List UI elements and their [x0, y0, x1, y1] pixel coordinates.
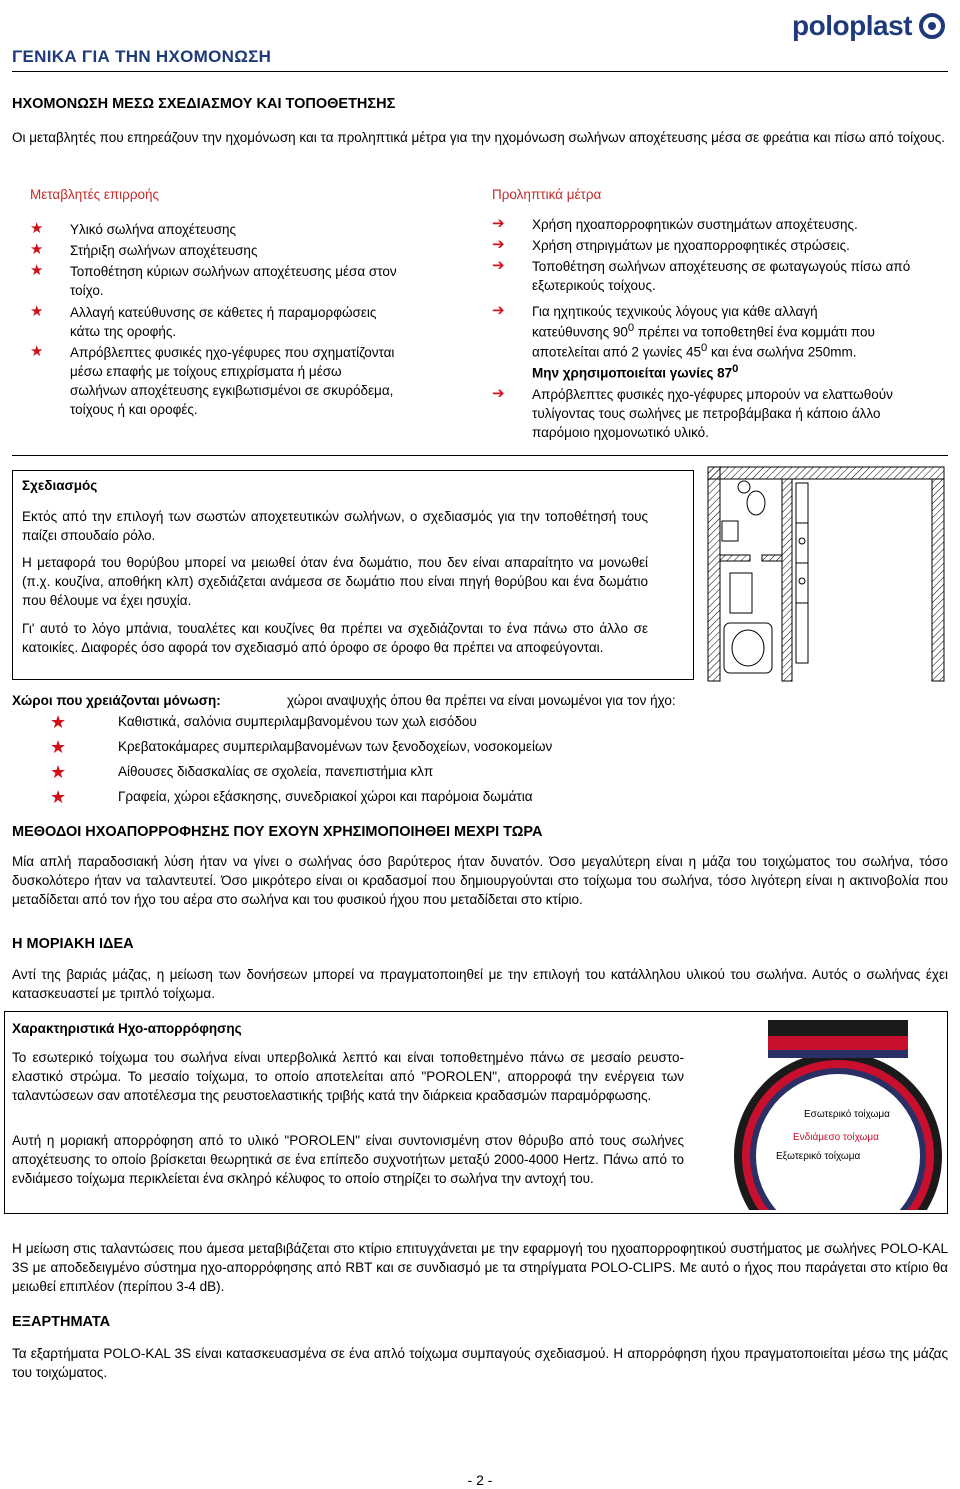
list-item: ➔ Απρόβλεπτες φυσικές ηχο-γέφυρες μπορούν να ελαττωθούν τυλίγοντας τους σωλήνες με πετροβάμβακα ή κάποιο άλλο παρόμοιο ηχομονωτικό υλικό. — [492, 384, 893, 441]
arrow-bullet-icon: ➔ — [492, 301, 505, 319]
section-divider — [12, 455, 948, 456]
star-bullet-icon: ★ — [30, 220, 44, 237]
reduction-text: Η μείωση στις ταλαντώσεις που άμεσα μεταβιβάζεται στο κτίριο επιτυγχάνεται με την εφαρμογή του ηχοαπορροφητικού συστήματος με σωλήνες POLO-KAL 3S με αποδεδειγμένο σύστημα ηχο-απορρόφησης από RBT και σε συνδιασμό με τα στηρίγματα POLO-CLIPS. Με αυτό ο ήχος που παράγεται στο κτίριο θα μειωθεί επιπλέον (περίπου 3-4 dB). — [12, 1241, 948, 1295]
list-item: ★ Αλλαγή κατεύθυνσης σε κάθετες ή παραμορφώσεις κάτω της οροφής. — [30, 302, 377, 339]
star-bullet-icon: ★ — [30, 302, 44, 320]
planning-title: Σχεδιασμός — [22, 478, 98, 493]
fittings-text: Τα εξαρτήματα POLO-KAL 3S είναι κατασκευασμένα σε ένα απλό τοίχωμα συμπαγούς σχεδιασμού. Η απορρόφηση ήχου πραγματοποιείται μέσω της μάζας του τοιχώματος. — [12, 1346, 948, 1381]
list-item: ➔ Χρήση στηριγμάτων με ηχοαπορροφητικές στρώσεις. — [492, 236, 850, 254]
warning-87-degrees: Μην χρησιμοποιείται γωνίες $87^0$ — [532, 363, 739, 381]
arrow-bullet-icon: ➔ — [492, 384, 505, 402]
variables-list — [30, 220, 400, 422]
list-item: ★ Γραφεία, χώροι εξάσκησης, συνεδριακοί χώροι και παρόμοια δωμάτια — [50, 787, 533, 808]
list-item: ➔ Χρήση ηχοαπορροφητικών συστημάτων αποχέτευσης. — [492, 215, 858, 232]
characteristics-paragraph-1: Το εσωτερικό τοίχωμα του σωλήνα είναι υπερβολικά λεπτό και είναι τοποθετημένο πάνω σε μεσαίο ρευστο-ελαστικό στρώμα. Το μεσαίο τοίχωμα, το οποίο αποτελείται από "POROLEN", απορροφά την ενέργεια των ταλαντώσεων σαν αποτέλεσμα της ρευστοελαστικής τριβής κατά την διάρκεια κραδασμών παραμόρφωσης. — [12, 1050, 684, 1104]
rooms-description: χώροι αναψυχής όπου θα πρέπει να είναι μονωμένοι για τον ήχο: — [287, 693, 676, 708]
star-bullet-icon: ★ — [50, 762, 67, 783]
characteristics-paragraph-2: Αυτή η μοριακή απορρόφηση από το υλικό "POROLEN" είναι συντονισμένη στον θόρυβο από τους σωλήνες αποχέτευσης το οποίο βρίσκεται θεωρητικά σε ένα επίπεδο συχνοτήτων μεταξύ 2000-4000 Hertz. Πάνω από το ενδιάμεσο τοίχωμα περικλείεται ένα σκληρό κέλυφος το οποίο στηρίζει το σωλήνα την αντοχή του. — [12, 1133, 684, 1187]
arrow-bullet-icon: ➔ — [492, 215, 505, 232]
label-middle-wall: Ενδιάμεσο τοίχωμα — [793, 1132, 879, 1143]
list-item: ★ Απρόβλεπτες φυσικές ηχο-γέφυρες που σχηματίζονται μέσω επαφής με τοίχους επιχρίσματα ή μέσω σωλήνων αποχέτευσης εγκιβωτισμένοι σε σκυρόδεμα, τοίχους ή και οροφές. — [30, 342, 395, 418]
characteristics-title: Χαρακτηριστικά Ηχο-απορρόφησης — [12, 1021, 242, 1036]
list-item: ★ Καθιστικά, σαλόνια συμπεριλαμβανομένου των χωλ εισόδου — [50, 712, 477, 732]
arrow-bullet-icon: ➔ — [492, 257, 505, 275]
design-heading: ΗΧΟΜΟΝΩΣΗ ΜΕΣΩ ΣΧΕΔΙΑΣΜΟΥ ΚΑΙ ΤΟΠΟΘΕΤΗΣΗΣ — [12, 96, 396, 112]
floor-plan-illustration — [704, 463, 948, 685]
list-item: ★ Υλικό σωλήνα αποχέτευσης — [30, 220, 237, 237]
planning-paragraph-3: Γι' αυτό το λόγο μπάνια, τουαλέτες και κουζίνες θα πρέπει να σχεδιάζονται το ένα πάνω στο άλλο σε κατοικίες. Διαφορές όσο αφορά τον σχεδιασμό από όροφο σε όροφο θα πρέπει να αποφεύγονται. — [22, 621, 648, 656]
molecular-heading: Η ΜΟΡΙΑΚΗ ΙΔΕΑ — [12, 936, 134, 952]
measures-list — [492, 215, 940, 444]
list-item: ★ Κρεβατοκάμαρες συμπεριλαμβανομένων των ξενοδοχείων, νοσοκομείων — [50, 737, 553, 758]
molecular-text: Αντί της βαριάς μάζας, η μείωση των δονήσεων μπορεί να πραγματοποιηθεί με την επιλογή του κατάλληλου υλικού του σωλήνα. Αυτός ο σωλήνας έχει κατασκευαστεί με τριπλό τοίχωμα. — [12, 967, 948, 1002]
brand-logo — [792, 6, 946, 46]
list-item: ➔ Τοποθέτηση σωλήνων αποχέτευσης σε φωταγωγούς πίσω από εξωτερικούς τοίχους. — [492, 257, 911, 294]
star-bullet-icon: ★ — [50, 737, 67, 758]
methods-heading: ΜΕΘΟΔΟΙ ΗΧΟΑΠΟΡΡΟΦΗΣΗΣ ΠΟΥ ΕΧΟΥΝ ΧΡΗΣΙΜΟΠΟΙΗΘΕΙ ΜΕΧΡΙ ΤΩΡΑ — [12, 824, 543, 840]
list-item: ★ Αίθουσες διδασκαλίας σε σχολεία, πανεπιστήμια κλπ — [50, 762, 434, 783]
star-bullet-icon: ★ — [30, 342, 44, 360]
planning-paragraph-2: Η μεταφορά του θορύβου μπορεί να μειωθεί όταν ένα δωμάτιο, που δεν είναι απαραίτητο να μονωθεί (π.χ. κουζίνα, αποθήκη κλπ) σχεδιάζεται ανάμεσα σε δωμάτιο που είναι πηγή θορύβου και ένα δωμάτιο που θέλουμε να έχει ησυχία. — [22, 555, 648, 609]
fittings-heading: ΕΞΑΡΤΗΜΑΤΑ — [12, 1314, 111, 1330]
rooms-list — [50, 712, 750, 813]
measures-title: Προληπτικά μέτρα — [492, 187, 602, 202]
brand-ring-icon — [918, 12, 946, 40]
list-item: ★ Στήριξη σωλήνων αποχέτευσης — [30, 241, 258, 259]
star-bullet-icon: ★ — [30, 262, 44, 280]
label-inner-wall: Εσωτερικό τοίχωμα — [804, 1109, 890, 1120]
document-title: ΓΕΝΙΚΑ ΓΙΑ ΤΗΝ ΗΧΟΜΟΝΩΣΗ — [12, 47, 272, 66]
planning-paragraph-1: Εκτός από την επιλογή των σωστών αποχετευτικών σωλήνων, ο σχεδιασμός για την τοποθέτησή τους παίζει σπουδαίο ρόλο. — [22, 509, 648, 544]
brand-name: poloplast — [792, 10, 912, 41]
star-bullet-icon: ★ — [50, 712, 67, 732]
list-item: ★ Τοποθέτηση κύριων σωλήνων αποχέτευσης μέσα στον τοίχο. — [30, 262, 397, 299]
star-bullet-icon: ★ — [30, 241, 44, 259]
methods-text: Μία απλή παραδοσιακή λύση ήταν να γίνει ο σωλήνας όσο βαρύτερος ήταν δυνατόν. Όσο μεγαλύτερη είναι η μάζα του τοιχώματος του σωλήνα, τόσο δυσκολότερο ήταν να ταλαντευτεί. Όσο μικρότερο είναι οι κραδασμοί που δημιουργούνται στο τοίχωμα του σωλήνα, τόσο λιγότερη είναι η ακτινοβολία που μεταδίδεται από τον ήχο του αέρα στο σωλήνα και του φυσικού ήχου που μεταδίδεται στο κτίριο. — [12, 854, 948, 908]
variables-title: Μεταβλητές επιρροής — [30, 187, 160, 202]
design-intro: Οι μεταβλητές που επηρεάζουν την ηχομόνωση και τα προληπτικά μέτρα για την ηχομόνωση σωλήνων αποχέτευσης μέσα σε φρεάτια και πίσω από τοίχους. — [12, 130, 946, 145]
header-divider — [12, 71, 948, 72]
star-bullet-icon: ★ — [50, 787, 67, 808]
arrow-bullet-icon: ➔ — [492, 236, 505, 254]
rooms-label: Χώροι που χρειάζονται μόνωση: — [12, 693, 221, 708]
page-number: - 2 - — [467, 1472, 493, 1488]
list-item: ➔ Για ηχητικούς τεχνικούς λόγους για κάθε αλλαγή κατεύθυνσης $90^0$ πρέπει να τοποθετηθεί ένα κομμάτι που αποτελείται από 2 γωνίες $45^0$ και ένα σωλήνα 250mm. Μην χρησιμοποιείται γωνίες $87^0$ — [492, 302, 940, 383]
label-outer-wall: Εξωτερικό τοίχωμα — [776, 1151, 861, 1162]
